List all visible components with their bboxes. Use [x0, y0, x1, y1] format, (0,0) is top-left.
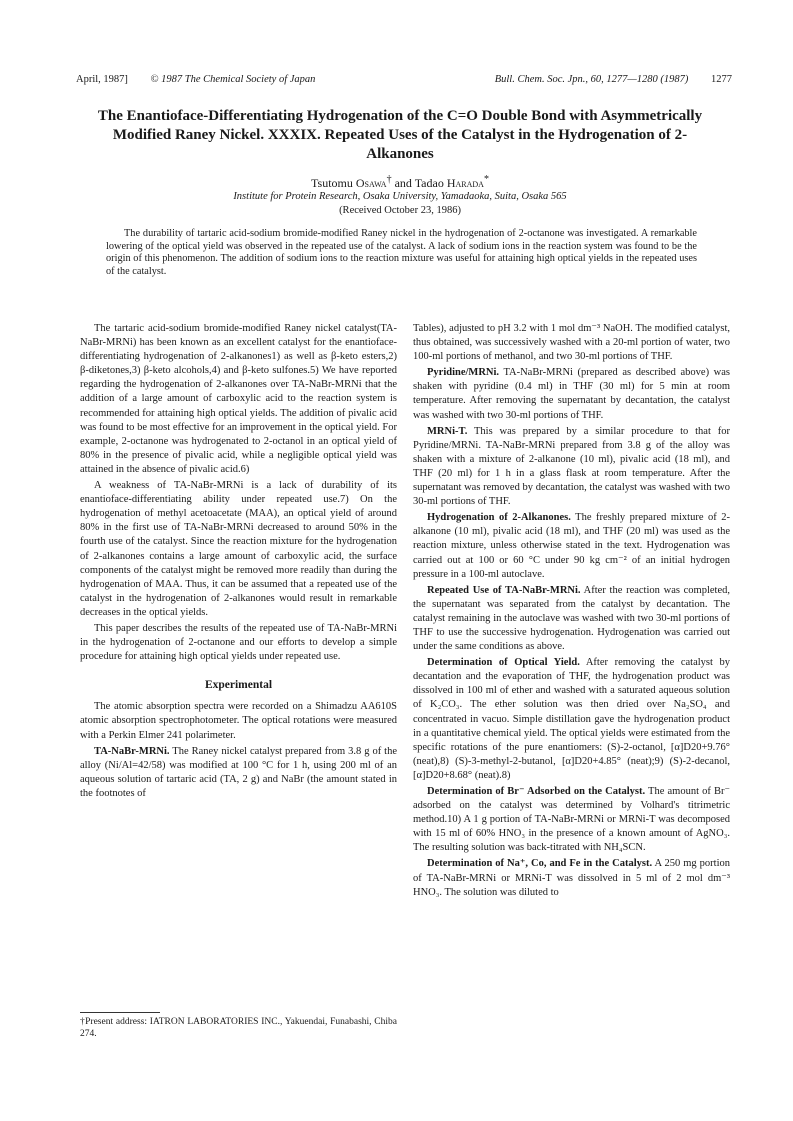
footnote: †Present address: IATRON LABORATORIES INC., Yakuendai, Funabashi, Chiba 274. — [80, 1017, 397, 1039]
right-column — [413, 322, 730, 902]
author-joiner: and — [391, 176, 415, 190]
issue-date: April, 1987] — [76, 74, 128, 85]
paragraph-body: After the reaction was completed, the supernatant was separated from the catalyst by decantation. The catalyst remaining in the autoclave was washed with two 30-ml portions of THF to use the successive hydrogenation. Hydrogenation was carried out under the same conditions as above. — [413, 584, 731, 653]
affiliation-block — [80, 190, 720, 218]
section-heading-experimental: Experimental — [204, 679, 273, 692]
footnote-rule — [80, 1012, 160, 1013]
run-in-heading: TA-NaBr-MRNi. — [94, 745, 170, 757]
author-1-given: Tsutomu — [311, 176, 353, 190]
article-title: The Enantioface-Differentiating Hydrogenation of the C=O Double Bond with Asymmetrically Modified Raney Nickel. XXXIX. Repeated Uses of the Catalyst in the Hydrogenation of 2-Alkanones — [97, 108, 703, 162]
intro-paragraph-3: This paper describes the results of the repeated use of TA-NaBr-MRNi in the hydrogenation of 2-octanone and our efforts to develop a simple procedure for attaining high optical yields under repeated use. — [80, 622, 397, 663]
running-header — [76, 72, 732, 88]
affiliation: Institute for Protein Research, Osaka University, Yamadaoka, Suita, Osaka 565 — [233, 191, 567, 202]
paragraph-body: The amount of Br⁻ adsorbed on the catalyst was determined by Volhard's titrimetric method.10) A 1 g portion of TA-NaBr-MRNi or MRNi-T was decomposed with 15 ml of 60% HNO₃ in the presence of a known amount of AgNO₃. The resulting solution was back-titrated with NH₄SCN. — [413, 786, 730, 854]
method-mrni-t — [413, 425, 730, 510]
author-1-mark: † — [386, 174, 392, 185]
left-column — [80, 322, 397, 803]
run-in-heading: Repeated Use of TA-NaBr-MRNi. — [427, 584, 581, 596]
paragraph-body: TA-NaBr-MRNi (prepared as described above) was shaken with pyridine (0.4 ml) in THF (30 ml) for 5 min at room temperature. After removing the supernatant by decantation, the catalyst was washed with two 30-ml portions of THF. — [413, 367, 730, 421]
method-metals — [413, 857, 730, 899]
method-bromide — [413, 785, 730, 855]
method-repeated-use — [413, 584, 730, 654]
author-line — [80, 172, 720, 191]
paragraph-body: The Raney nickel catalyst prepared from 3.8 g of the alloy (Ni/Al=42/58) was modified at 100 °C for 1 h, using 200 ml of an aqueous solution of tartaric acid (TA, 2 g) and NaBr (the amount stated in the footnotes of — [80, 745, 397, 799]
run-in-heading: Determination of Br⁻ Adsorbed on the Catalyst. — [427, 786, 646, 797]
page-number: 1277 — [711, 74, 732, 85]
method-hydrogenation — [413, 511, 730, 581]
author-2-family: Harada — [446, 176, 484, 190]
received-date: (Received October 23, 1986) — [339, 205, 461, 216]
run-in-heading: Pyridine/MRNi. — [427, 367, 500, 379]
intro-paragraph-2: A weakness of TA-NaBr-MRNi is a lack of durability of its enantioface-differentiating ability under repeated use.7) On the hydrogenation of methyl acetoacetate (MAA), an optical yield of around 80% in the first use of TA-NaBr-MRNi decreased to around 50% in the fourth use of the catalyst. Since the reaction mixture for the hydrogenation of 2-alkanones contains a large amount of carboxylic acid, the surface components of the catalyst might be removed more readily than during the hydrogenation of MAA. Thus, it can be assumed that a repeated use of the catalyst in the hydrogenation of 2-alkanones would result in remarkable decreases in the optical yields. — [80, 480, 397, 618]
author-1-family: Osawa — [355, 176, 387, 190]
paragraph-body: This was prepared by a similar procedure to that for Pyridine/MRNi. TA-NaBr-MRNi prepared from 3.8 g of the alloy was shaken with a mixture of 2-alkanone (10 ml), pivalic acid (18 ml), and THF (20 ml) for 1 h in a glass flask at room temperature. After the supernatant was removed by decantation, the catalyst was washed with two 30-ml portions of THF. — [413, 425, 730, 508]
journal-citation: Bull. Chem. Soc. Jpn., 60, 1277—1280 (1987) — [494, 74, 689, 85]
method-pyridine — [413, 366, 730, 422]
experimental-paragraph-2 — [80, 745, 397, 801]
author-2-mark: * — [483, 174, 489, 185]
author-2-given: Tadao — [414, 176, 444, 190]
copyright-notice: © 1987 The Chemical Society of Japan — [150, 74, 316, 85]
intro-paragraph-1: The tartaric acid-sodium bromide-modified Raney nickel catalyst(TA-NaBr-MRNi) has been known as an excellent catalyst for the enantioface-differentiating hydrogenation of 2-alkanones1) as well as β-keto esters,2) β-diketones,3) β-keto alcohols,4) and β-keto sulfones.5) We have reported regarding the hydrogenation of 2-alkanones over TA-NaBr-MRNi that the addition of a large amount of carboxylic acid to the reaction system is recommended for attaining high optical yields. The addition of pivalic acid was found to be most effective for an improvement in the optical yield. For example, 2-octanone was hydrogenated to 2-octanol in an optical yield of 80% in the presence of pivalic acid, while a negligible optical yield was attained in the absence of pivalic acid.6) — [80, 323, 397, 475]
run-in-heading: Hydrogenation of 2-Alkanones. — [427, 512, 571, 524]
continued-paragraph: Tables), adjusted to pH 3.2 with 1 mol dm⁻³ NaOH. The modified catalyst, thus obtained, was successively washed with a 20-ml portion of water, two 100-ml portions of methanol, and two 30-ml portions of THF. — [413, 323, 730, 363]
experimental-paragraph-1: The atomic absorption spectra were recorded on a Shimadzu AA610S atomic absorption spectrophotometer. The optical rotations were measured with a Perkin Elmer 241 polarimeter. — [80, 701, 397, 741]
run-in-heading: Determination of Optical Yield. — [427, 657, 580, 669]
paragraph-body: A 250 mg portion of TA-NaBr-MRNi or MRNi-T was dissolved in 5 ml of 2 mol dm⁻³ HNO₃. The solution was diluted to — [413, 858, 730, 898]
run-in-heading: Determination of Na⁺, Co, and Fe in the Catalyst. — [427, 858, 653, 870]
method-optical-yield — [413, 656, 730, 783]
run-in-heading: MRNi-T. — [427, 425, 468, 437]
paragraph-body: After removing the catalyst by decantation and the evaporation of THF, the hydrogenation product was dissolved in 100 ml of ether and washed with a saturated aqueous solution of K₂CO₃. The ether solution was then dried over Na₂SO₄ and concentrated in vacuo. Simple distillation gave the hydrogenation product in a quantitative chemical yield. The optical yields were estimated from the specific rotations of the pure enantiomers: (S)-2-octanol, [α]D20+9.76° (neat),8) (S)-3-methyl-2-butanol, [α]D20+4.85° (neat);9) (S)-2-decanol, [α]D20+8.68° (neat).8) — [413, 657, 730, 781]
abstract: The durability of tartaric acid-sodium bromide-modified Raney nickel in the hydrogenation of 2-octanone was investigated. A remarkable lowering of the optical yield was observed in the repeated use of the catalyst. A lack of sodium ions in the reaction system was found to be the origin of this phenomenon. The addition of sodium ions to the reaction mixture was useful for attaining high optical yields in the repeated uses of the catalyst. — [106, 228, 697, 277]
paragraph-body: The freshly prepared mixture of 2-alkanone (10 ml), pivalic acid (18 ml), and THF (20 ml) was used as the reaction mixture, unless otherwise stated in the text. Hydrogenation was carried out at 100 or 60 °C under 90 kg cm⁻² of an initial hydrogen pressure in a 100-ml autoclave. — [413, 512, 730, 580]
